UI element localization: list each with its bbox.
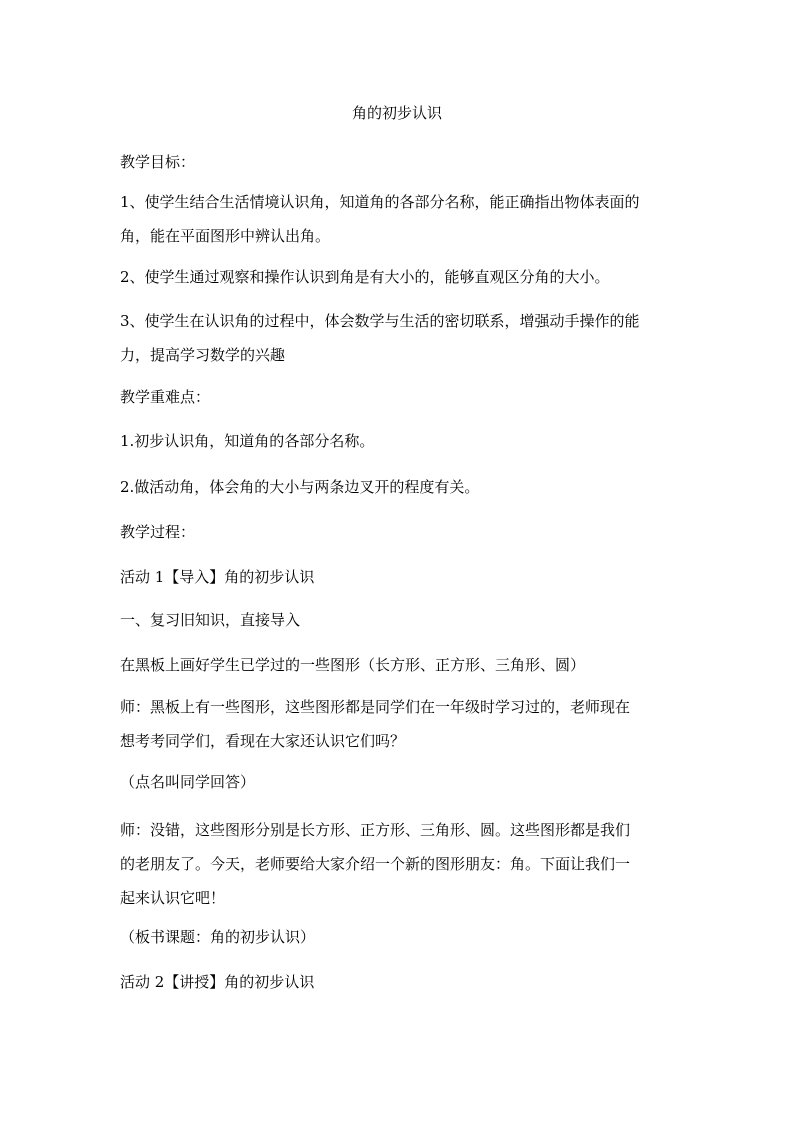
teacher-remark-2 [120,813,682,915]
note-2: （板书课题：角的初步认识） [120,928,316,946]
goal-3 [120,304,682,372]
activity-1-heading: 活动 1【导入】角的初步认识 [120,568,315,586]
goal-3-line-2: 力，提高学习数学的兴趣 [120,346,286,364]
teacher-remark-1-line-2: 想考考同学们，看现在大家还认识它们吗？ [120,732,406,750]
goal-1 [120,185,682,253]
document-title: 角的初步认识 [351,104,442,122]
key-points-heading: 教学重难点： [120,388,211,406]
teacher-remark-2-line-2: 的老朋友了。今天，老师要给大家介绍一个新的图形朋友：角。下面让我们一 [120,855,631,873]
teacher-remark-1-line-1: 师：黑板上有一些图形，这些图形都是同学们在一年级时学习过的，老师现在 [120,698,631,716]
section-1-heading: 一、复习旧知识，直接导入 [120,611,301,629]
key-point-2: 2.做活动角，体会角的大小与两条边叉开的程度有关。 [120,478,480,496]
goal-1-line-2: 角，能在平面图形中辨认出角。 [120,227,331,245]
teacher-remark-2-line-3: 起来认识它吧！ [120,889,226,907]
goal-2: 2、使学生通过观察和操作认识到角是有大小的，能够直观区分角的大小。 [120,268,610,286]
step-1: 在黑板上画好学生已学过的一些图形（长方形、正方形、三角形、圆） [120,656,586,674]
goal-3-line-1: 3、使学生在认识角的过程中，体会数学与生活的密切联系，增强动手操作的能 [120,312,640,330]
teacher-remark-2-line-1: 师：没错，这些图形分别是长方形、正方形、三角形、圆。这些图形都是我们 [120,821,631,839]
activity-2-heading: 活动 2【讲授】角的初步认识 [120,973,315,991]
key-point-1: 1.初步认识角，知道角的各部分名称。 [120,432,375,450]
goal-1-line-1: 1、使学生结合生活情境认识角，知道角的各部分名称，能正确指出物体表面的 [120,193,640,211]
teacher-remark-1 [120,690,682,758]
goals-heading: 教学目标： [120,153,196,171]
note-1: （点名叫同学回答） [120,773,256,791]
process-heading: 教学过程： [120,523,196,541]
